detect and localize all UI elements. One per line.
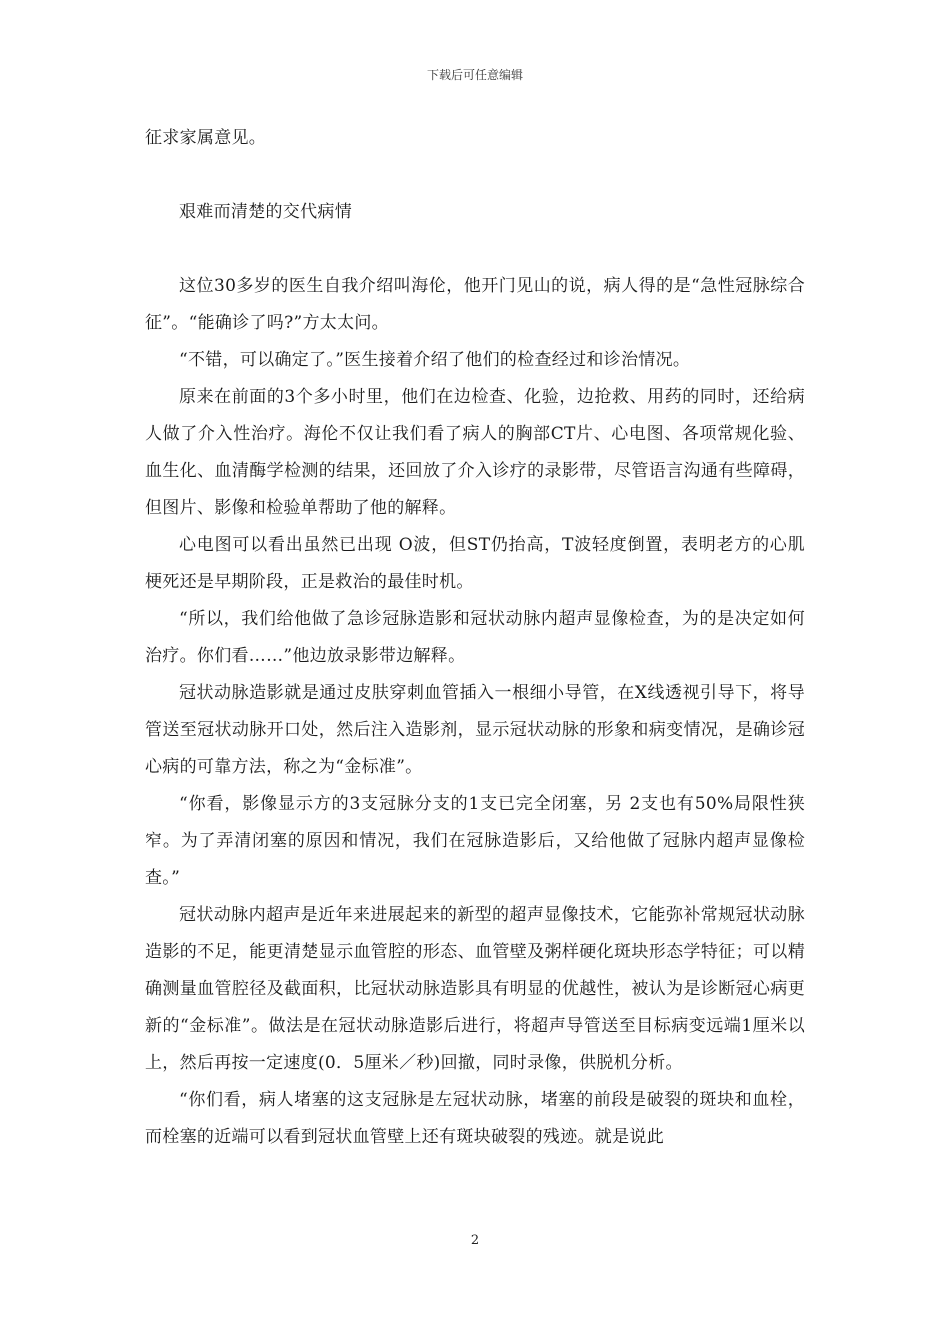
paragraph: 心电图可以看出虽然已出现 O波，但ST仍抬高，T波轻度倒置，表明老方的心肌梗死还是早期阶段，正是救治的最佳时机。 (145, 535, 805, 592)
paragraph: 冠状动脉内超声是近年来进展起来的新型的超声显像技术，它能弥补常规冠状动脉造影的不足，能更清楚显示血管腔的形态、血管壁及粥样硬化斑块形态学特征；可以精确测量血管腔径及截面积，比冠状动脉造影具有明显的优越性，被认为是诊断冠心病更新的“金标准”。做法是在冠状动脉造影后进行，将超声导管送至目标病变远端1厘米以上，然后再按一定速度(0．5厘米／秒)回撤，同时录像，供脱机分析。 (145, 905, 805, 1073)
paragraph: “不错，可以确定了。”医生接着介绍了他们的检查经过和诊治情况。 (179, 350, 691, 370)
paragraph: 这位30多岁的医生自我介绍叫海伦，他开门见山的说，病人得的是“急性冠脉综合征”。“能确诊了吗?”方太太问。 (145, 276, 805, 333)
page-number: 2 (470, 1233, 480, 1248)
section-title: 艰难而清楚的交代病情 (179, 202, 352, 222)
paragraph: “你看，影像显示方的3支冠脉分支的1支已完全闭塞，另 2支也有50%局限性狭窄。为了弄清闭塞的原因和情况，我们在冠脉造影后，又给他做了冠脉内超声显像检查。” (145, 794, 805, 888)
paragraph: “所以，我们给他做了急诊冠脉造影和冠状动脉内超声显像检查，为的是决定如何治疗。你们看……”他边放录影带边解释。 (145, 609, 805, 666)
document-body (145, 120, 805, 1156)
paragraph: 原来在前面的3个多小时里，他们在边检查、化验，边抢救、用药的同时，还给病人做了介入性治疗。海伦不仅让我们看了病人的胸部CT片、心电图、各项常规化验、血生化、血清酶学检测的结果，还回放了介入诊疗的录影带，尽管语言沟通有些障碍，但图片、影像和检验单帮助了他的解释。 (145, 387, 805, 518)
page-header: 下载后可任意编辑 (426, 68, 523, 82)
paragraph: “你们看，病人堵塞的这支冠脉是左冠状动脉，堵塞的前段是破裂的斑块和血栓，而栓塞的近端可以看到冠状血管壁上还有斑块破裂的残迹。就是说此 (145, 1090, 805, 1147)
paragraph: 冠状动脉造影就是通过皮肤穿刺血管插入一根细小导管，在X线透视引导下，将导管送至冠状动脉开口处，然后注入造影剂，显示冠状动脉的形象和病变情况，是确诊冠心病的可靠方法，称之为“金标准”。 (145, 683, 805, 777)
paragraph-continuation: 征求家属意见。 (145, 128, 267, 148)
